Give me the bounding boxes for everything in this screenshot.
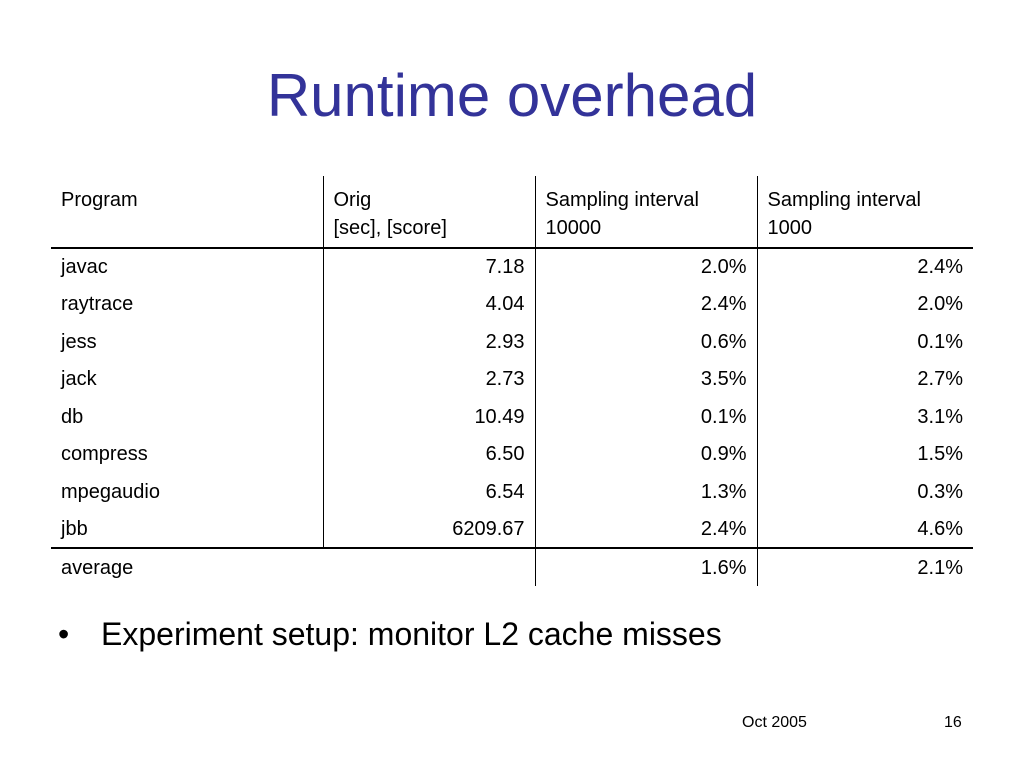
program-cell: jbb [51,511,323,549]
interval-1000-cell: 2.7% [757,361,973,399]
table-row [51,511,973,549]
header-orig-label: Orig [333,189,372,211]
interval-10000-cell: 0.1% [535,398,757,436]
interval-10000-cell: 0.9% [535,436,757,474]
interval-10000-cell: 2.0% [535,248,757,286]
orig-cell: 4.04 [323,286,535,324]
table-row [51,361,973,399]
header-orig-unit: [sec], [score] [333,217,447,239]
orig-cell: 6209.67 [323,511,535,549]
program-cell: jess [61,330,97,353]
program-cell: db [61,405,84,428]
interval-1000-cell: 0.3% [757,473,973,511]
interval-1000-cell: 0.1% [757,323,973,361]
header-interval-1000-value: 1000 [767,217,812,239]
interval-10000-cell: 3.5% [535,361,757,399]
orig-cell: 6.50 [323,436,535,474]
orig-cell: 7.18 [323,248,535,286]
bullet-text: Experiment setup: monitor L2 cache misses [101,616,722,652]
interval-1000-cell: 2.0% [757,286,973,324]
bullet-list [58,612,722,656]
average-interval-10000: 1.6% [535,548,757,586]
header-orig [323,176,535,248]
footer-page-number: 16 [944,714,962,731]
header-interval-1000 [757,176,973,248]
table-header-row [51,176,973,248]
program-cell: raytrace [61,293,134,316]
header-interval-1000-label: Sampling interval [767,189,921,211]
slide-title: Runtime overhead [266,62,758,129]
table-row [51,398,973,436]
average-interval-1000: 2.1% [757,548,973,586]
orig-cell: 10.49 [323,398,535,436]
interval-1000-cell: 1.5% [757,436,973,474]
bullet-item [58,612,722,656]
average-row [51,548,973,586]
footer-date: Oct 2005 [742,714,807,731]
table-row [51,323,973,361]
header-program-label: Program [61,189,138,211]
average-label: average [61,556,134,579]
table-row [51,286,973,324]
interval-1000-cell: 3.1% [757,398,973,436]
interval-10000-cell: 2.4% [535,286,757,324]
runtime-overhead-table [51,176,973,586]
header-interval-10000 [535,176,757,248]
header-interval-10000-label: Sampling interval [545,189,699,211]
interval-10000-cell: 1.3% [535,473,757,511]
program-cell: jack [61,368,97,391]
orig-cell: 2.73 [323,361,535,399]
bullet-icon: • [58,616,70,652]
interval-10000-cell: 0.6% [535,323,757,361]
interval-1000-cell: 2.4% [757,248,973,286]
header-program [51,176,323,248]
table-row [51,436,973,474]
program-cell: mpegaudio [61,480,160,503]
program-cell: compress [61,443,148,466]
header-interval-10000-value: 10000 [545,217,602,239]
orig-cell: 2.93 [323,323,535,361]
interval-10000-cell: 2.4% [535,511,757,549]
table-row [51,248,973,286]
orig-cell: 6.54 [323,473,535,511]
program-cell: javac [61,256,108,279]
interval-1000-cell: 4.6% [757,511,973,549]
table-row [51,473,973,511]
